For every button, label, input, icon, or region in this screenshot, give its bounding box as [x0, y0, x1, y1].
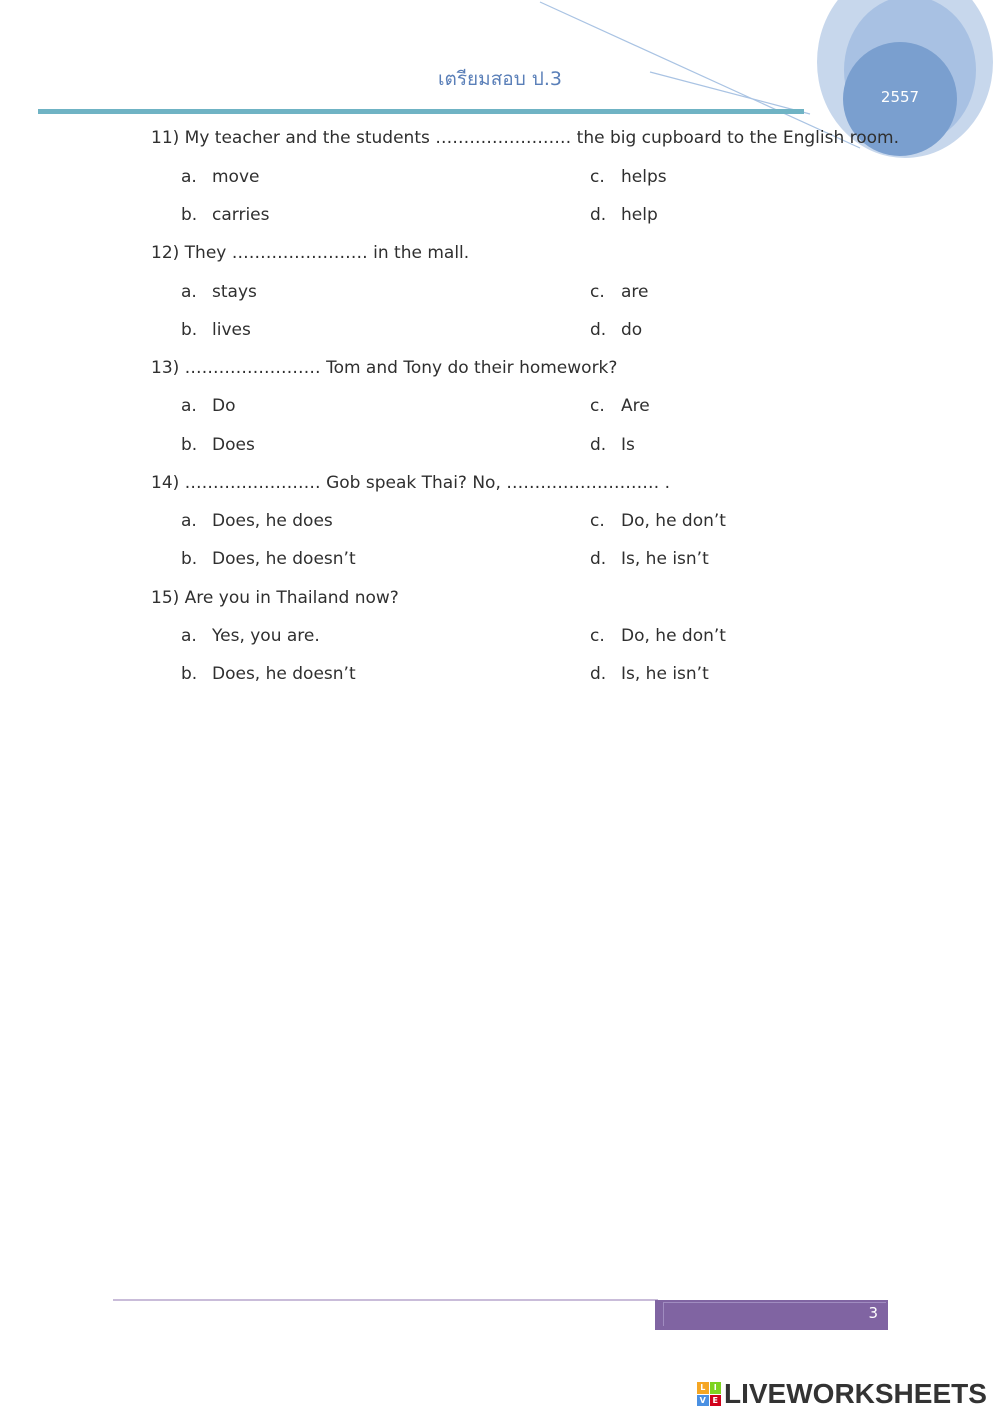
option-text: Yes, you are.	[212, 626, 320, 646]
question-13-option-c	[590, 396, 650, 416]
option-letter: a.	[181, 626, 197, 646]
page-header-title: เตรียมสอบ ป.3	[438, 68, 562, 90]
question-15: 15) Are you in Thailand now?	[151, 588, 399, 608]
option-text: Are	[621, 396, 650, 416]
option-letter: a.	[181, 396, 197, 416]
option-letter: b.	[181, 320, 198, 340]
option-letter: a.	[181, 167, 197, 187]
question-14-option-c	[590, 511, 726, 531]
option-letter: a.	[181, 511, 197, 531]
footer-page-bar	[655, 1300, 888, 1330]
option-text: Do, he don’t	[621, 626, 726, 646]
liveworksheets-watermark	[697, 1376, 987, 1412]
logo-letter-e: E	[710, 1395, 722, 1407]
corner-decoration	[0, 0, 1000, 200]
question-15-option-b	[181, 664, 356, 684]
question-15-option-a	[181, 626, 320, 646]
option-letter: d.	[590, 549, 607, 569]
option-text: help	[621, 205, 658, 225]
question-13: 13) …………………… Tom and Tony do their homework?	[151, 358, 618, 378]
footer-bar-inner-frame	[663, 1302, 886, 1326]
question-15-option-c	[590, 626, 726, 646]
option-letter: d.	[590, 320, 607, 340]
logo-letter-v: V	[697, 1395, 709, 1407]
question-12-option-a	[181, 282, 257, 302]
question-14-option-b	[181, 549, 356, 569]
logo-letter-l: L	[697, 1382, 709, 1394]
page-number: 3	[868, 1304, 878, 1322]
option-text: Do, he don’t	[621, 511, 726, 531]
year-label: 2557	[880, 88, 920, 106]
option-letter: b.	[181, 205, 198, 225]
question-14-option-a	[181, 511, 333, 531]
option-text: Is	[621, 435, 635, 455]
question-13-option-d	[590, 435, 635, 455]
option-text: helps	[621, 167, 667, 187]
question-12: 12) They …………………… in the mall.	[151, 243, 470, 263]
logo-letter-i: I	[710, 1382, 722, 1394]
option-letter: c.	[590, 626, 605, 646]
question-11-option-b	[181, 205, 269, 225]
option-letter: b.	[181, 549, 198, 569]
option-letter: d.	[590, 205, 607, 225]
footer-rule	[113, 1299, 658, 1301]
question-14: 14) …………………… Gob speak Thai? No, ……………………… .	[151, 473, 671, 493]
option-letter: c.	[590, 396, 605, 416]
question-13-option-a	[181, 396, 236, 416]
option-letter: a.	[181, 282, 197, 302]
option-letter: c.	[590, 282, 605, 302]
option-text: are	[621, 282, 649, 302]
question-11: 11) My teacher and the students …………………… the big cupboard to the English room.	[151, 128, 900, 148]
question-14-option-d	[590, 549, 709, 569]
option-letter: b.	[181, 435, 198, 455]
option-letter: c.	[590, 511, 605, 531]
question-11-option-a	[181, 167, 259, 187]
question-12-option-d	[590, 320, 642, 340]
option-text: Does, he doesn’t	[212, 664, 356, 684]
option-text: Is, he isn’t	[621, 549, 709, 569]
question-13-option-b	[181, 435, 255, 455]
option-letter: c.	[590, 167, 605, 187]
option-text: Is, he isn’t	[621, 664, 709, 684]
option-text: Does	[212, 435, 255, 455]
option-text: Does, he does	[212, 511, 333, 531]
watermark-text: LIVEWORKSHEETS	[724, 1378, 987, 1409]
question-12-option-c	[590, 282, 649, 302]
option-text: Do	[212, 396, 236, 416]
option-letter: d.	[590, 664, 607, 684]
question-11-option-c	[590, 167, 667, 187]
option-letter: b.	[181, 664, 198, 684]
option-letter: d.	[590, 435, 607, 455]
option-text: carries	[212, 205, 270, 225]
question-12-option-b	[181, 320, 251, 340]
option-text: lives	[212, 320, 251, 340]
option-text: stays	[212, 282, 257, 302]
option-text: do	[621, 320, 643, 340]
header-rule	[38, 109, 804, 114]
question-11-option-d	[590, 205, 658, 225]
option-text: Does, he doesn’t	[212, 549, 356, 569]
option-text: move	[212, 167, 260, 187]
liveworksheets-logo-icon	[697, 1382, 721, 1406]
question-15-option-d	[590, 664, 709, 684]
